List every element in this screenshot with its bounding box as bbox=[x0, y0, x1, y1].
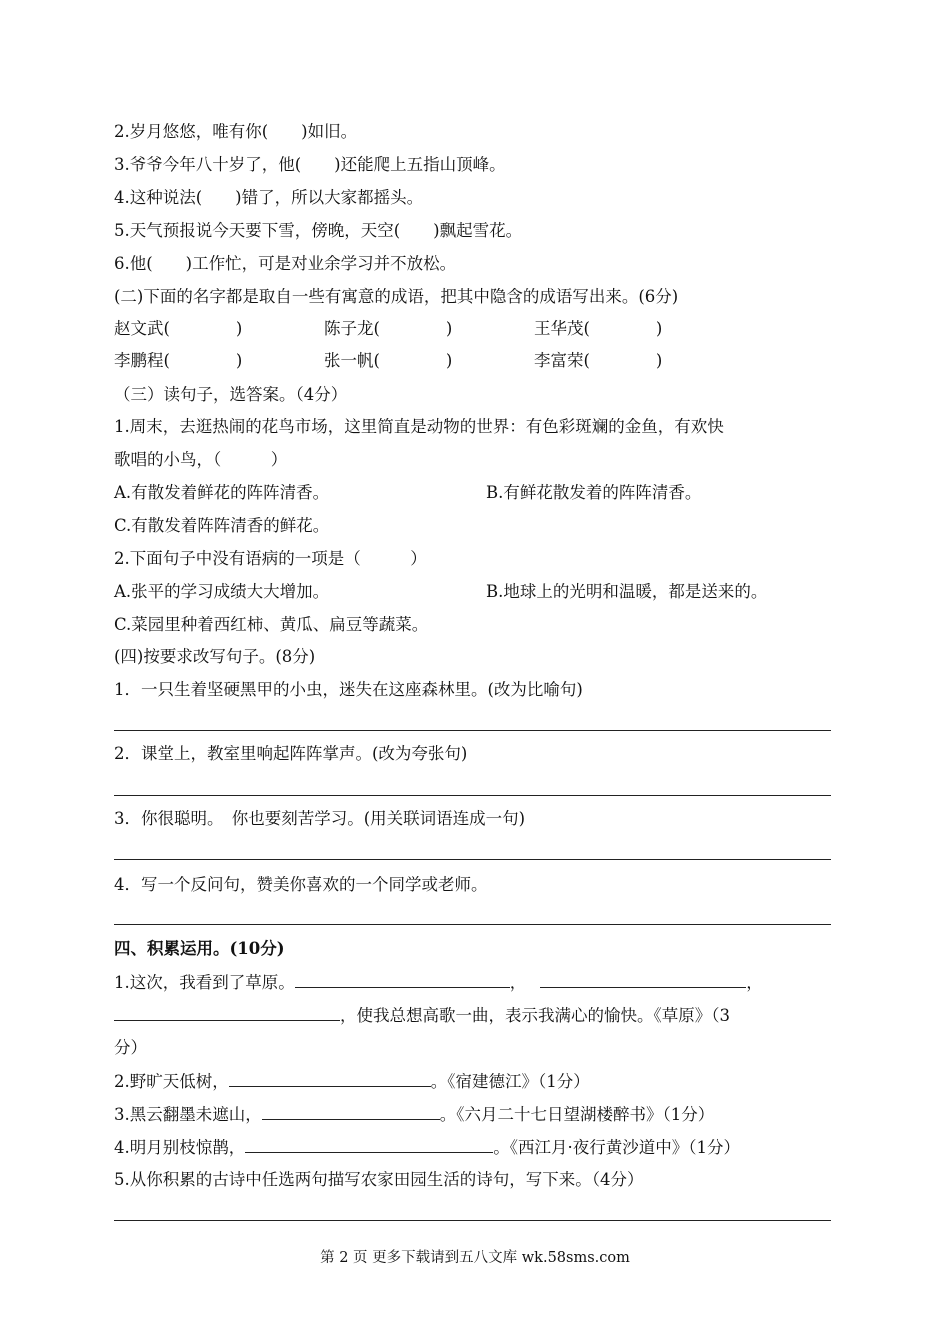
idiom-name-1: 赵文武( ) bbox=[114, 319, 243, 338]
accumulate-q2-start: 2.野旷天低树， bbox=[114, 1072, 229, 1091]
accumulate-q4-end: 。《西江月·夜行黄沙道中》（1分） bbox=[493, 1138, 740, 1157]
choose-q1-option-c: C.有散发着阵阵清香的鲜花。 bbox=[114, 516, 330, 535]
accumulate-q1-blank-2[interactable] bbox=[540, 971, 746, 988]
choose-q2-option-b: B.地球上的光明和温暖，都是送来的。 bbox=[486, 582, 768, 601]
accumulate-q2-blank[interactable] bbox=[229, 1070, 431, 1087]
choose-q2-option-c: C.菜园里种着西红柿、黄瓜、扁豆等蔬菜。 bbox=[114, 615, 429, 634]
idiom-name-5: 张一帆( ) bbox=[324, 351, 453, 370]
accumulate-q1-comma-2: ， bbox=[746, 973, 763, 992]
accumulate-q5: 5.从你积累的古诗中任选两句描写农家田园生活的诗句，写下来。（4分） bbox=[114, 1170, 644, 1189]
rewrite-q2: 2．课堂上，教室里响起阵阵掌声。(改为夸张句) bbox=[114, 744, 468, 763]
accumulate-q3-blank[interactable] bbox=[262, 1103, 440, 1120]
accumulate-q1-start: 1.这次，我看到了草原。 bbox=[114, 973, 295, 992]
choose-q1-line1: 1.周末，去逛热闹的花鸟市场，这里简直是动物的世界：有色彩斑斓的金鱼，有欢快 bbox=[114, 417, 724, 436]
rewrite-q1: 1．一只生着坚硬黑甲的小虫，迷失在这座森林里。(改为比喻句) bbox=[114, 680, 583, 699]
fill-question-6: 6.他( )工作忙，可是对业余学习并不放松。 bbox=[114, 254, 457, 273]
accumulate-q3-start: 3.黑云翻墨未遮山， bbox=[114, 1105, 262, 1124]
choose-q1-option-b: B.有鲜花散发着的阵阵清香。 bbox=[486, 483, 702, 502]
rewrite-q1-answer-line[interactable] bbox=[114, 730, 831, 731]
accumulate-heading: 四、积累运用。(10分) bbox=[114, 939, 285, 958]
accumulate-q4 bbox=[114, 1136, 740, 1159]
choose-q2: 2.下面句子中没有语病的一项是（ ） bbox=[114, 549, 427, 568]
accumulate-q4-start: 4.明月别枝惊鹊， bbox=[114, 1138, 246, 1157]
accumulate-q1-tail-2: 分） bbox=[114, 1038, 147, 1057]
accumulate-q1-line2 bbox=[114, 1004, 730, 1027]
rewrite-q3-answer-line[interactable] bbox=[114, 859, 831, 860]
idiom-name-3: 王华茂( ) bbox=[534, 319, 663, 338]
rewrite-q3: 3．你很聪明。 你也要刻苦学习。(用关联词语连成一句) bbox=[114, 809, 526, 828]
accumulate-q1-blank-1[interactable] bbox=[295, 971, 510, 988]
fill-question-3: 3.爷爷今年八十岁了，他( )还能爬上五指山顶峰。 bbox=[114, 155, 506, 174]
fill-question-5: 5.天气预报说今天要下雪，傍晚，天空( )飘起雪花。 bbox=[114, 221, 523, 240]
fill-question-4: 4.这种说法( )错了，所以大家都摇头。 bbox=[114, 188, 424, 207]
page-footer: 第 2 页 更多下载请到五八文库 wk.58sms.com bbox=[320, 1250, 630, 1266]
accumulate-q1-tail: ，使我总想高歌一曲，表示我满心的愉快。《草原》（3 bbox=[340, 1006, 730, 1025]
idiom-name-2: 陈子龙( ) bbox=[324, 319, 453, 338]
rewrite-heading: (四)按要求改写句子。(8分) bbox=[114, 647, 316, 666]
fill-question-2: 2.岁月悠悠，唯有你( )如旧。 bbox=[114, 122, 358, 141]
idiom-name-4: 李鹏程( ) bbox=[114, 351, 243, 370]
idiom-name-6: 李富荣( ) bbox=[534, 351, 663, 370]
accumulate-q3 bbox=[114, 1103, 714, 1126]
accumulate-q1-line1 bbox=[114, 971, 763, 994]
accumulate-q2-end: 。《宿建德江》（1分） bbox=[430, 1072, 590, 1091]
choose-q1-line2: 歌唱的小鸟，（ ） bbox=[114, 450, 288, 469]
rewrite-q4: 4．写一个反问句，赞美你喜欢的一个同学或老师。 bbox=[114, 875, 488, 894]
choose-heading: （三）读句子，选答案。（4分） bbox=[114, 385, 348, 404]
rewrite-q2-answer-line[interactable] bbox=[114, 795, 831, 796]
idioms-heading: (二)下面的名字都是取自一些有寓意的成语，把其中隐含的成语写出来。(6分) bbox=[114, 287, 679, 306]
accumulate-q2 bbox=[114, 1070, 590, 1093]
choose-q2-option-a: A.张平的学习成绩大大增加。 bbox=[114, 582, 330, 601]
accumulate-q5-answer-line[interactable] bbox=[114, 1220, 831, 1221]
accumulate-q4-blank[interactable] bbox=[245, 1136, 493, 1153]
accumulate-q1-comma: ， bbox=[509, 973, 527, 992]
choose-q1-option-a: A.有散发着鲜花的阵阵清香。 bbox=[114, 483, 330, 502]
accumulate-q1-blank-3[interactable] bbox=[114, 1004, 340, 1021]
accumulate-q3-end: 。《六月二十七日望湖楼醉书》（1分） bbox=[439, 1105, 715, 1124]
rewrite-q4-answer-line[interactable] bbox=[114, 924, 831, 925]
